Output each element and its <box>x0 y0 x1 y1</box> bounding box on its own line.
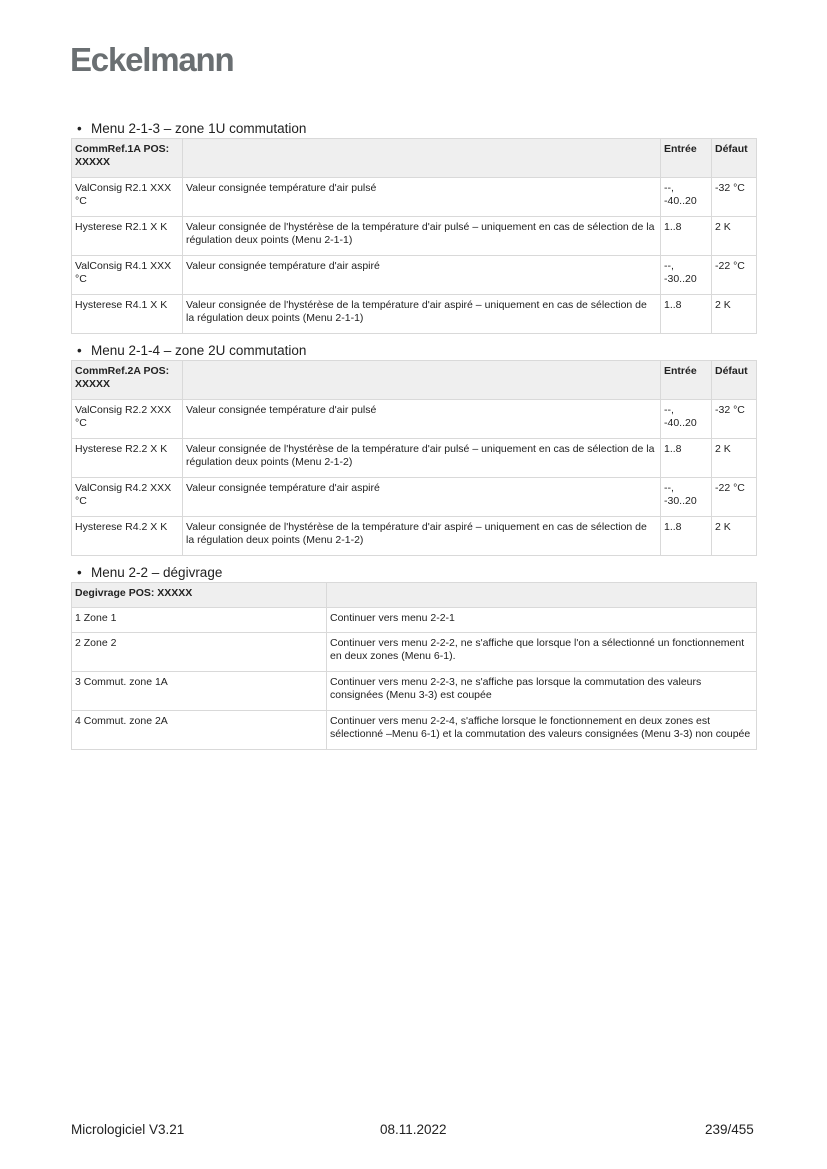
cell-default: -22 °C <box>712 256 757 295</box>
header-cell-desc <box>183 361 661 400</box>
table-menu-2-1-3 <box>71 138 757 334</box>
header-cell-input: Entrée <box>661 361 712 400</box>
cell-desc: Continuer vers menu 2-2-4, s'affiche lorsque le fonctionnement en deux zones est sélectionné –Menu 6-1) et la commutation des valeurs consignées (Menu 3-3) non coupée <box>327 711 757 750</box>
bullet-icon: • <box>77 343 82 358</box>
cell-desc: Continuer vers menu 2-2-1 <box>327 608 757 633</box>
cell-desc: Valeur consignée température d'air aspiré <box>183 478 661 517</box>
cell-input: 1..8 <box>661 517 712 556</box>
table-row <box>72 517 757 556</box>
cell-input: --, -30..20 <box>661 256 712 295</box>
cell-desc: Valeur consignée température d'air pulsé <box>183 178 661 217</box>
table-header-row <box>72 139 757 178</box>
table-row <box>72 295 757 334</box>
table-menu-2-2 <box>71 582 757 750</box>
header-cell-name: CommRef.2A POS: XXXXX <box>72 361 183 400</box>
table-header-row <box>72 583 757 608</box>
cell-input: --, -30..20 <box>661 478 712 517</box>
table-header-row <box>72 361 757 400</box>
cell-name: 4 Commut. zone 2A <box>72 711 327 750</box>
header-cell-desc <box>183 139 661 178</box>
cell-default: 2 K <box>712 439 757 478</box>
eckelmann-logo: Eckelmann <box>70 41 234 78</box>
cell-name: ValConsig R4.2 XXX °C <box>72 478 183 517</box>
bullet-icon: • <box>77 121 82 136</box>
cell-name: Hysterese R4.1 X K <box>72 295 183 334</box>
cell-default: -22 °C <box>712 478 757 517</box>
cell-input: 1..8 <box>661 295 712 334</box>
cell-name: 3 Commut. zone 1A <box>72 672 327 711</box>
table-row <box>72 400 757 439</box>
table-row <box>72 478 757 517</box>
cell-desc: Valeur consignée de l'hystérèse de la température d'air aspiré – uniquement en cas de sélection de la régulation deux points (Menu 2-1-2) <box>183 517 661 556</box>
header-cell-name: CommRef.1A POS: XXXXX <box>72 139 183 178</box>
section-title-menu-2-1-4: • Menu 2-1-4 – zone 2U commutation <box>77 343 307 358</box>
table-row <box>72 608 757 633</box>
section-title-menu-2-2: • Menu 2-2 – dégivrage <box>77 565 223 580</box>
cell-desc: Continuer vers menu 2-2-3, ne s'affiche pas lorsque la commutation des valeurs consignées (Menu 3-3) est coupée <box>327 672 757 711</box>
cell-name: Hysterese R2.1 X K <box>72 217 183 256</box>
cell-desc: Valeur consignée température d'air pulsé <box>183 400 661 439</box>
header-cell-desc <box>327 583 757 608</box>
header-cell-input: Entrée <box>661 139 712 178</box>
table-menu-2-1-4 <box>71 360 757 556</box>
cell-input: 1..8 <box>661 217 712 256</box>
cell-name: ValConsig R2.1 XXX °C <box>72 178 183 217</box>
cell-name: Hysterese R2.2 X K <box>72 439 183 478</box>
cell-desc: Valeur consignée de l'hystérèse de la température d'air pulsé – uniquement en cas de sélection de la régulation deux points (Menu 2-1-2) <box>183 439 661 478</box>
footer-firmware-version: Micrologiciel V3.21 <box>71 1122 185 1137</box>
table-row <box>72 439 757 478</box>
cell-input: 1..8 <box>661 439 712 478</box>
header-cell-default: Défaut <box>712 361 757 400</box>
cell-name: 1 Zone 1 <box>72 608 327 633</box>
table-row <box>72 256 757 295</box>
section-title-menu-2-1-3: • Menu 2-1-3 – zone 1U commutation <box>77 121 307 136</box>
cell-default: 2 K <box>712 295 757 334</box>
cell-name: ValConsig R4.1 XXX °C <box>72 256 183 295</box>
table-row <box>72 217 757 256</box>
footer-page-number: 239/455 <box>705 1122 754 1137</box>
cell-name: ValConsig R2.2 XXX °C <box>72 400 183 439</box>
cell-default: -32 °C <box>712 178 757 217</box>
cell-desc: Valeur consignée de l'hystérèse de la température d'air aspiré – uniquement en cas de sélection de la régulation deux points (Menu 2-1-1) <box>183 295 661 334</box>
table-row <box>72 711 757 750</box>
header-cell-name: Degivrage POS: XXXXX <box>72 583 327 608</box>
cell-input: --, -40..20 <box>661 400 712 439</box>
cell-name: 2 Zone 2 <box>72 633 327 672</box>
cell-desc: Valeur consignée température d'air aspiré <box>183 256 661 295</box>
cell-desc: Continuer vers menu 2-2-2, ne s'affiche que lorsque l'on a sélectionné un fonctionnement en deux zones (Menu 6-1). <box>327 633 757 672</box>
cell-default: -32 °C <box>712 400 757 439</box>
table-row <box>72 633 757 672</box>
cell-default: 2 K <box>712 517 757 556</box>
table-row <box>72 178 757 217</box>
table-row <box>72 672 757 711</box>
header-cell-default: Défaut <box>712 139 757 178</box>
footer-date: 08.11.2022 <box>380 1122 447 1137</box>
cell-name: Hysterese R4.2 X K <box>72 517 183 556</box>
cell-input: --, -40..20 <box>661 178 712 217</box>
cell-desc: Valeur consignée de l'hystérèse de la température d'air pulsé – uniquement en cas de sélection de la régulation deux points (Menu 2-1-1) <box>183 217 661 256</box>
cell-default: 2 K <box>712 217 757 256</box>
bullet-icon: • <box>77 565 82 580</box>
